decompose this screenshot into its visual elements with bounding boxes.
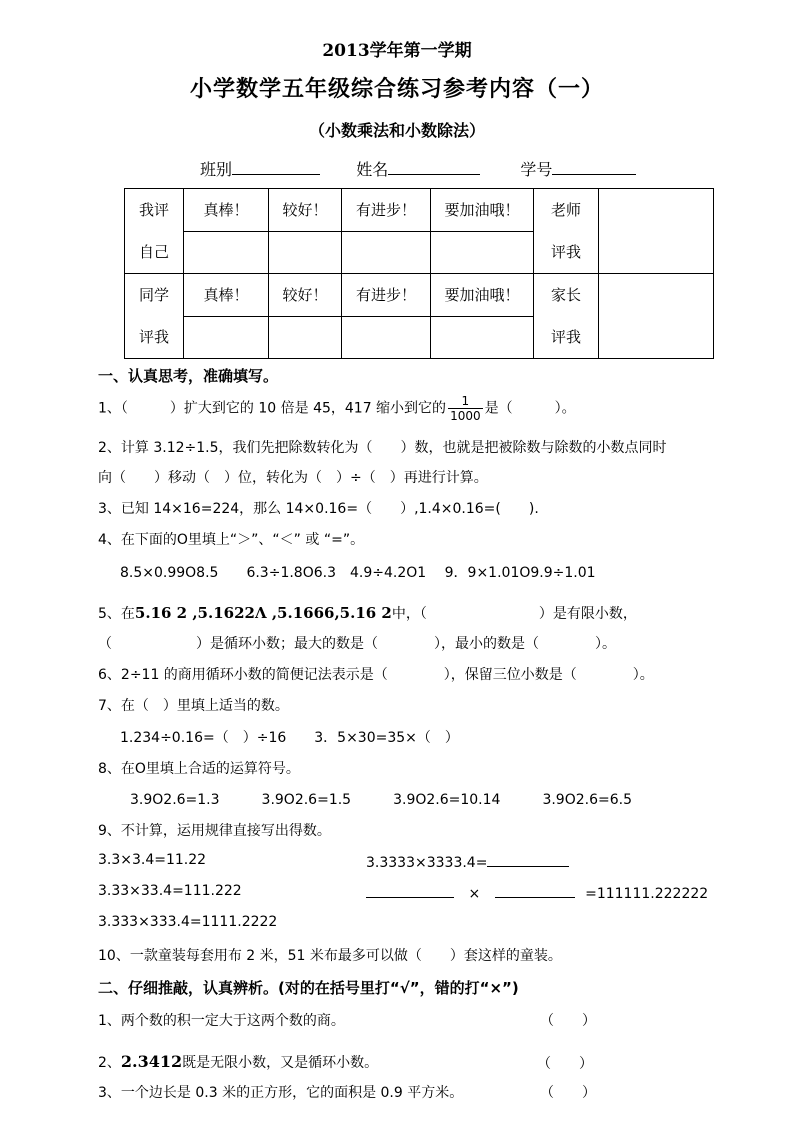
- worksheet-title: 小学数学五年级综合练习参考内容（一）: [189, 76, 604, 102]
- option-try-harder: 要加油哦！: [431, 274, 534, 317]
- question-2-line-1: 2、计算 3.12÷1.5，我们先把除数转化为（ ）数，也就是把被除数与除数的小数点同时: [98, 440, 667, 456]
- pattern-line-3: 3.333×333.4=1111.2222: [98, 914, 278, 930]
- question-2-line-2: 向（ ）移动（ ）位，转化为（ ）÷（ ）再进行计算。: [98, 470, 488, 486]
- question-7-items: 1.234÷0.16=（ ）÷16 3．5×30=35×（ ）: [120, 730, 459, 746]
- answer-blank[interactable]: [366, 883, 454, 898]
- question-4: 4、在下面的O里填上“＞”、“＜” 或 “=”。: [98, 532, 365, 548]
- judge-2: 2、2.3412既是无限小数，又是循环小数。: [98, 1052, 379, 1071]
- option-try-harder: 要加油哦！: [431, 189, 534, 232]
- question-5-line-1: 5、在5.16 2 ,5.1622Λ ,5.1666,5.16 2中，（ ）是有限小数，: [98, 604, 637, 622]
- option-progress: 有进步！: [342, 274, 431, 317]
- peer-mark-cell[interactable]: [431, 316, 534, 359]
- repeating-decimal: 2.3412: [120, 1052, 183, 1071]
- teacher-eval-cell[interactable]: [599, 189, 714, 274]
- question-8: 8、在O里填上合适的运算符号。: [98, 761, 300, 777]
- fraction: $\frac{1}{1000}$: [450, 394, 481, 423]
- term-title: 2013学年第一学期: [322, 41, 472, 61]
- evaluation-table: [124, 188, 714, 359]
- judge-3: 3、一个边长是 0.3 米的正方形，它的面积是 0.9 平方米。: [98, 1085, 464, 1101]
- option-good: 较好！: [269, 189, 342, 232]
- pattern-answer-1: 3.3333×3333.4=: [366, 852, 569, 871]
- section1-heading: 一、认真思考，准确填写。: [98, 367, 279, 385]
- name-label: 姓名: [356, 160, 389, 179]
- question-8-items: 3.9O2.6=1.3 3.9O2.6=1.5 3.9O2.6=10.14 3.9O2.6=6.5: [130, 792, 632, 808]
- option-great: 真棒！: [184, 274, 269, 317]
- pattern-line-1: 3.3×3.4=11.22: [98, 852, 207, 868]
- peer-eval-label: 同学 评我: [125, 274, 184, 359]
- pattern-line-2: 3.33×33.4=111.222: [98, 883, 242, 899]
- peer-mark-cell[interactable]: [342, 316, 431, 359]
- peer-mark-cell[interactable]: [269, 316, 342, 359]
- judge-2-paren[interactable]: （ ）: [537, 1056, 593, 1072]
- judge-3-paren[interactable]: （ ）: [540, 1085, 596, 1101]
- option-progress: 有进步！: [342, 189, 431, 232]
- decimal-list: 5.16 2 ,5.1622Λ ,5.1666,5.16 2: [134, 604, 392, 622]
- judge-1-paren[interactable]: （ ）: [540, 1013, 596, 1029]
- question-10: 10、一款童装每套用布 2 米，51 米布最多可以做（ ）套这样的童装。: [98, 948, 562, 964]
- question-5-line-2: （ ）是循环小数；最大的数是（ ），最小的数是（ ）。: [98, 636, 616, 652]
- self-mark-cell[interactable]: [269, 231, 342, 274]
- pattern-answer-2: × =111111.222222: [366, 883, 708, 902]
- class-blank[interactable]: [232, 158, 320, 175]
- answer-blank[interactable]: [487, 852, 569, 867]
- parent-eval-cell[interactable]: [599, 274, 714, 359]
- teacher-eval-label: 老师 评我: [534, 189, 599, 274]
- self-mark-cell[interactable]: [342, 231, 431, 274]
- judge-1: 1、两个数的积一定大于这两个数的商。: [98, 1013, 345, 1029]
- self-eval-label: 我评 自己: [125, 189, 184, 274]
- id-blank[interactable]: [552, 158, 636, 175]
- question-3: 3、已知 14×16=224，那么 14×0.16=（ ）,1.4×0.16=( ).: [98, 501, 539, 517]
- option-good: 较好！: [269, 274, 342, 317]
- question-4-items: 8.5×0.99O8.5 6.3÷1.8O6.3 4.9÷4.2O1 9．9×1.01O9.9÷1.01: [120, 565, 596, 581]
- class-label: 班别: [200, 160, 233, 179]
- peer-mark-cell[interactable]: [184, 316, 269, 359]
- question-7: 7、在（ ）里填上适当的数。: [98, 698, 289, 714]
- student-info-row: [200, 157, 636, 180]
- section2-heading: 二、仔细推敲，认真辨析。(对的在括号里打“√”，错的打“×”): [98, 979, 519, 997]
- self-mark-cell[interactable]: [431, 231, 534, 274]
- question-9: 9、不计算，运用规律直接写出得数。: [98, 823, 331, 839]
- self-mark-cell[interactable]: [184, 231, 269, 274]
- question-1: 1、（ ）扩大到它的 10 倍是 45，417 缩小到它的 $\frac{1}{1000}$ 是（ ）。: [98, 394, 576, 423]
- option-great: 真棒！: [184, 189, 269, 232]
- answer-blank[interactable]: [495, 883, 575, 898]
- name-blank[interactable]: [388, 158, 480, 175]
- id-label: 学号: [520, 160, 553, 179]
- parent-eval-label: 家长 评我: [534, 274, 599, 359]
- worksheet-subtitle: （小数乘法和小数除法）: [308, 121, 485, 140]
- question-6: 6、2÷11 的商用循环小数的简便记法表示是（ ），保留三位小数是（ ）。: [98, 667, 654, 683]
